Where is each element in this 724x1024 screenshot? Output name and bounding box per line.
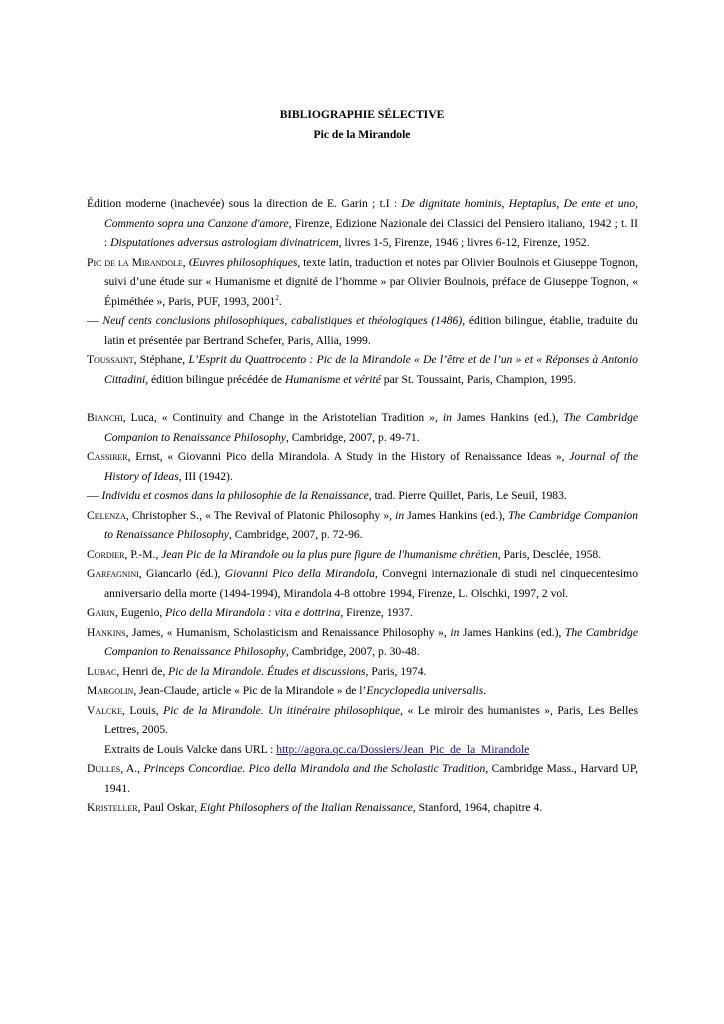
entry-title-text: in: [395, 508, 405, 522]
entry-text: , Jean-Claude, article « Pic de la Mirandole » de l’: [133, 684, 367, 697]
entry-text: , A.,: [120, 762, 144, 775]
bibliography-entry: [87, 311, 638, 350]
entry-text: ,: [182, 255, 189, 269]
page-title: BIBLIOGRAPHIE SÉLECTIVE: [279, 108, 445, 121]
author-name: Dulles: [87, 762, 121, 775]
author-name: Toussaint: [87, 353, 134, 366]
entry-title-text: De ente et uno: [563, 197, 636, 210]
entry-text: , trad. Pierre Quillet, Paris, Le Seuil, 1983.: [368, 489, 567, 502]
bibliography-entry: [87, 564, 638, 603]
entry-title-text: De dignitate hominis: [401, 197, 502, 210]
url-link[interactable]: http://agora.qc.ca/Dossiers/Jean_Pic_de_la_Mirandole: [276, 742, 530, 756]
bibliography-entry: [87, 447, 638, 486]
bibliography-entry: [87, 253, 638, 312]
bibliography-entry: [87, 545, 638, 565]
author-name: Pic de la Mirandole: [87, 255, 183, 269]
author-name: Lubac: [87, 664, 117, 678]
entry-title-text: Eight Philosophers of the Italian Renaissance: [199, 801, 413, 814]
entry-text: , Cambridge, 2007, p. 30-48.: [285, 645, 420, 658]
entry-text: , Eugenio,: [114, 606, 166, 619]
bibliography-entry: [87, 662, 638, 682]
author-name: Celenza: [87, 508, 126, 522]
entry-text: , Louis,: [122, 703, 164, 717]
entry-text: —: [87, 489, 102, 502]
bibliography-entry: [87, 740, 638, 760]
entry-title-text: in: [450, 625, 460, 639]
author-name: Garfagnini: [87, 567, 139, 580]
entry-text: , III (1942).: [178, 469, 233, 483]
entry-text: ,: [635, 197, 639, 210]
bibliography-entry: [87, 350, 638, 389]
entry-text: James Hankins (ed.),: [459, 625, 565, 639]
entry-title-text: Neuf cents conclusions philosophiques, cabalistiques et théologiques (1486): [102, 314, 463, 327]
entry-text: , texte latin, traduction et notes par Olivier Boulnois et Giuseppe Tognon, suivi d’une étude sur « Humanisme et dignité de l’homme » par Olivier Boulnois, préface de Giuseppe Tognon, « Épiméthée », Paris, PUF, 1993, 2001: [104, 255, 639, 308]
author-name: Valcke: [87, 703, 123, 717]
author-name: Bianchi: [87, 411, 123, 424]
entry-text: , Luca, « Continuity and Change in the Aristotelian Tradition »,: [122, 411, 443, 424]
entry-text: , Giancarlo (éd.),: [138, 567, 225, 580]
entry-title-text: Disputationes adversus astrologiam divinatricem: [110, 236, 339, 249]
entry-text: , Firenze, 1937.: [340, 606, 413, 619]
entry-title-text: Encyclopedia universalis: [366, 684, 484, 697]
bibliography-entry: [87, 408, 638, 447]
entry-text: , Convegni internazionale di studi nel cinquecentesimo anniversario della morte (1494-1994), Mirandola 4-8 ottobre 1994, Firenze, L. Olschki, 1997, 2 vol.: [104, 567, 638, 600]
entry-text: , Henri de,: [116, 664, 169, 678]
bibliography-entry: [87, 194, 638, 253]
entry-text: , livres 1-5, Firenze, 1946 ; livres 6-12, Firenze, 1952.: [338, 236, 590, 249]
entry-text: , « Le miroir des humanistes », Paris, Les Belles Lettres, 2005.: [104, 703, 639, 736]
author-name: Garin: [87, 606, 115, 619]
entry-title-text: Commento sopra una Canzone d'amore: [104, 216, 289, 230]
entry-text: —: [87, 314, 103, 327]
entry-text: James Hankins (ed.),: [451, 411, 564, 424]
entry-text: .: [278, 294, 282, 308]
entry-title-text: Pico della Mirandola : vita e dottrina: [165, 606, 341, 619]
entry-text: , Stanford, 1964, chapitre 4.: [412, 801, 543, 814]
author-name: Margolin: [87, 684, 134, 697]
bibliography-entry: [87, 603, 638, 623]
entry-text: , Firenze, Edizione Nazionale dei Classici del Pensiero italiano, 1942 ; t. II :: [104, 216, 638, 249]
entry-title-text: The Cambridge Companion to Renaissance Philosophy: [104, 625, 638, 658]
entry-title-text: The Cambridge Companion to Renaissance Philosophy: [104, 411, 639, 444]
entry-text: , Paris, Desclée, 1958.: [497, 547, 602, 561]
entry-text: par St. Toussaint, Paris, Champion, 1995.: [380, 372, 577, 386]
bibliography-list: [87, 194, 638, 818]
entry-text: , édition bilingue précédée de: [145, 372, 285, 386]
entry-title-text: Journal of the History of Ideas: [104, 450, 639, 483]
entry-text: , Cambridge, 2007, p. 72-96.: [228, 528, 363, 541]
entry-title-text: Individu et cosmos dans la philosophie de la Renaissance: [101, 489, 369, 502]
author-name: Kristeller: [87, 801, 138, 814]
entry-title-text: The Cambridge Companion to Renaissance Philosophy: [104, 508, 639, 541]
entry-title-text: Giovanni Pico della Mirandola: [224, 567, 375, 580]
entry-text: James Hankins (ed.),: [404, 508, 509, 522]
entry-title-text: Pic de la Mirandole. Études et discussions: [168, 664, 366, 678]
entry-title-text: Jean Pic de la Mirandole ou la plus pure figure de l'humanisme chrétien: [161, 547, 498, 561]
author-name: Cassirer: [87, 450, 128, 463]
entry-text: , Christopher S., « The Revival of Platonic Philosophy »,: [125, 508, 396, 522]
entry-text: , James, « Humanism, Scholasticism and Renaissance Philosophy »,: [125, 625, 451, 639]
bibliography-entry: [87, 506, 638, 545]
bibliography-entry: [87, 798, 638, 818]
author-name: Cordier: [87, 547, 125, 561]
page-subtitle: Pic de la Mirandole: [313, 128, 411, 141]
entry-text: , Paris, 1974.: [365, 664, 427, 678]
entry-text: , Cambridge Mass., Harvard UP, 1941.: [104, 762, 638, 795]
entry-text: , Stéphane,: [133, 353, 189, 366]
bibliography-entry: [87, 623, 638, 662]
entry-text: , Ernst, « Giovanni Pico della Mirandola. A Study in the History of Renaissance Ideas »,: [127, 450, 570, 463]
entry-text: Édition moderne (inachevée) sous la direction de E. Garin ; t.I :: [87, 197, 402, 210]
entry-text: , Cambridge, 2007, p. 49-71.: [285, 430, 420, 444]
entry-text: , édition bilingue, établie, traduite du latin et présentée par Bertrand Schefer, Paris, Allia, 1999.: [104, 314, 638, 347]
entry-title-text: Princeps Concordiae. Pico della Mirandola and the Scholastic Tradition: [143, 762, 486, 775]
entry-text: ,: [556, 197, 564, 210]
entry-title-text: L’Esprit du Quattrocento : Pic de la Mirandole « De l’être et de l’un » et « Réponses à Antonio Cittadini: [104, 353, 638, 386]
entry-title-text: Pic de la Mirandole. Un itinéraire philosophique: [163, 703, 401, 717]
entry-title-text: Humanisme et vérité: [284, 372, 381, 386]
entry-text: Extraits de Louis Valcke dans URL :: [104, 742, 277, 756]
entry-title-text: Heptaplus: [508, 197, 557, 210]
entry-title-text: in: [442, 411, 452, 424]
entry-title-text: Œuvres philosophiques: [188, 255, 298, 269]
bibliography-entry: [87, 681, 638, 701]
entry-text: , Paul Oskar,: [137, 801, 200, 814]
bibliography-entry: [87, 759, 638, 798]
entry-text: , P.-M.,: [124, 547, 162, 561]
entry-text: ,: [501, 197, 509, 210]
bibliography-entry: [87, 701, 638, 740]
author-name: Hankins: [87, 625, 126, 639]
edition-superscript: 2: [275, 293, 279, 302]
bibliography-entry: [87, 486, 638, 506]
entry-text: .: [483, 684, 487, 697]
